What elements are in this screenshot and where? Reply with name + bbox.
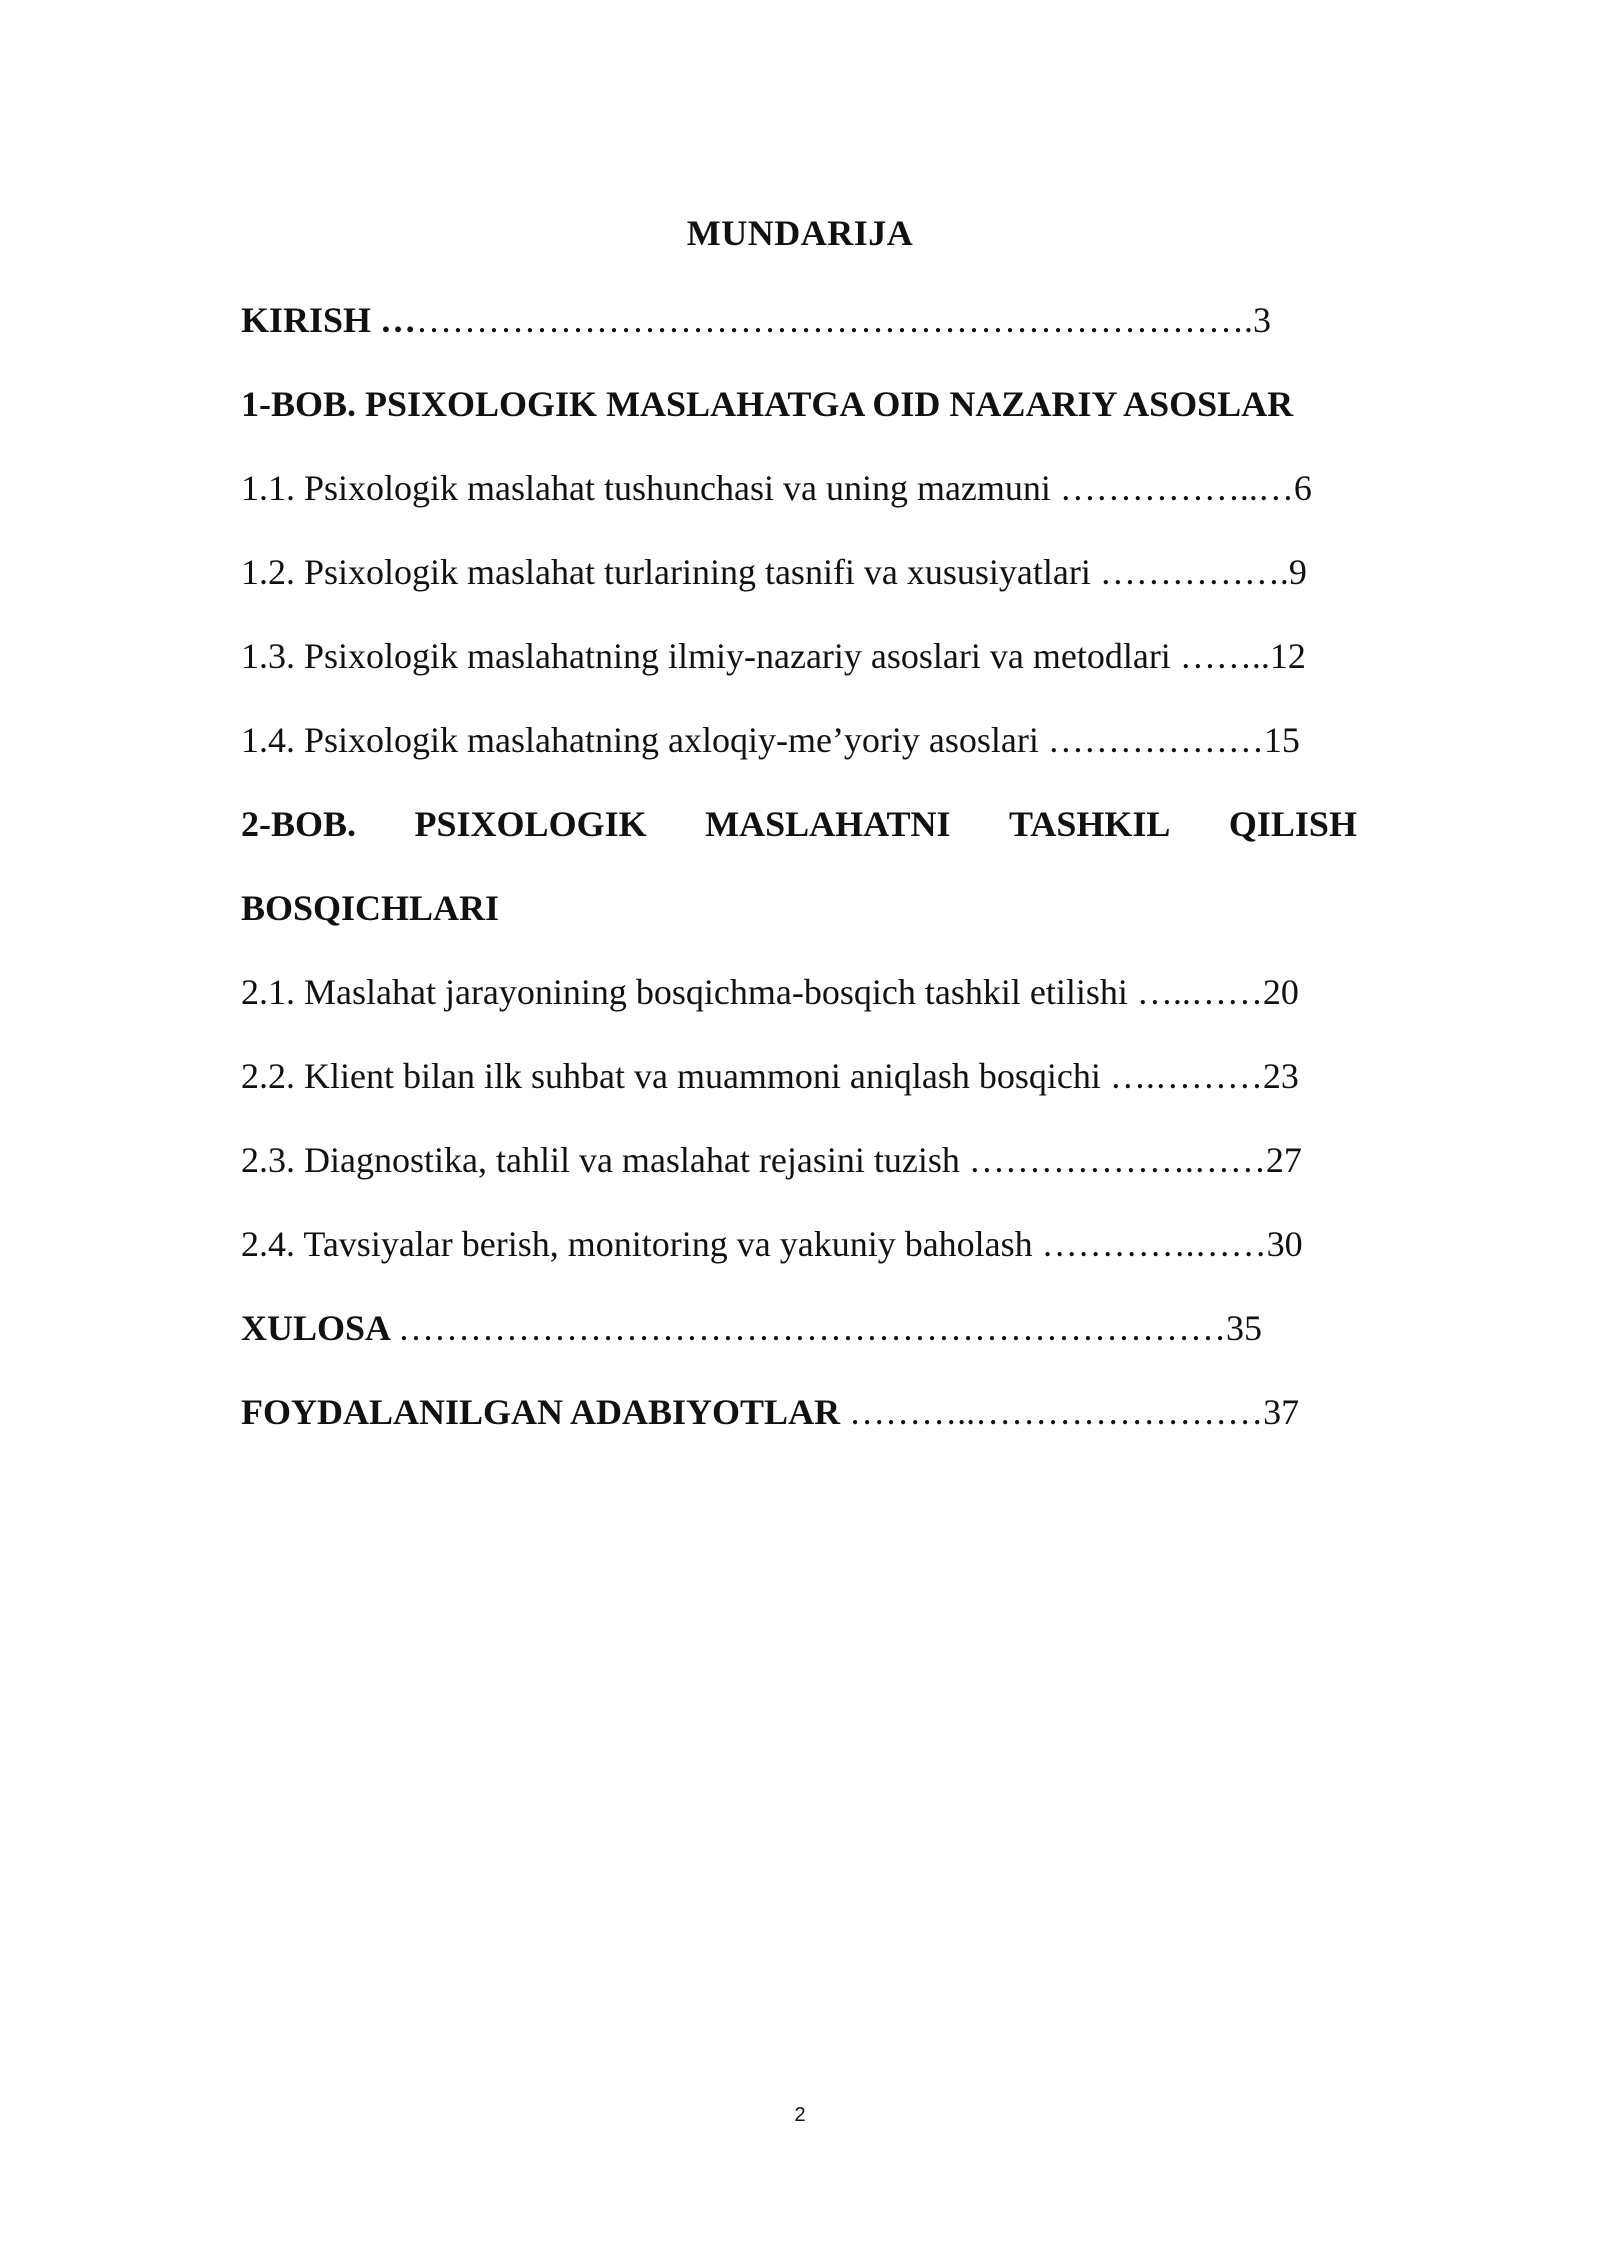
- toc-entry-1-4: [241, 718, 1357, 762]
- toc-entry-2-3: [241, 1138, 1357, 1182]
- toc-entry-label: 2.1. Maslahat jarayonining bosqichma-bosqich tashkil etilishi: [241, 972, 1137, 1012]
- toc-entry-page: 35: [1226, 1308, 1263, 1348]
- toc-entry-leader: ……..: [1179, 636, 1270, 676]
- toc-entry-2-1: [241, 970, 1357, 1014]
- toc-chapter-heading-line: [241, 802, 1357, 846]
- toc-entry-page: 20: [1262, 972, 1299, 1012]
- toc-entry-leader: ….………: [1109, 1056, 1263, 1096]
- toc-entry-label: 2.3. Diagnostika, tahlil va maslahat rejasini tuzish: [241, 1140, 969, 1180]
- toc-entry-1-1: [241, 466, 1357, 510]
- toc-entry-page: 27: [1265, 1140, 1302, 1180]
- page-number: 2: [794, 2104, 806, 2126]
- toc-entry-page: 37: [1263, 1392, 1300, 1432]
- toc-entry-1-2: [241, 550, 1357, 594]
- toc-chapter-label: 1-BOB. PSIXOLOGIK MASLAHATGA OID NAZARIY ASOSLAR: [241, 384, 1294, 424]
- toc-chapter-word: 2-BOB.: [241, 804, 357, 844]
- toc-chapter-1: [241, 382, 1357, 426]
- toc-entry-label: 1.1. Psixologik maslahat tushunchasi va uning mazmuni: [241, 468, 1060, 508]
- toc-entry-kirish: [241, 298, 1357, 342]
- toc-chapter-2-continued: [241, 886, 1357, 930]
- toc-entry-label: FOYDALANILGAN ADABIYOTLAR: [241, 1392, 850, 1432]
- toc-entry-leader: ……………….……: [968, 1140, 1266, 1180]
- toc-entry-leader: ……………..…: [1059, 468, 1294, 508]
- toc-entry-page: .3: [1244, 300, 1272, 340]
- toc-entry-leader: ………….……: [1041, 1224, 1267, 1264]
- toc-entry-leader: ……………………………………………………………: [398, 1308, 1227, 1348]
- toc-entry-1-3: [241, 634, 1357, 678]
- toc-chapter-word: TASHKIL: [1008, 804, 1171, 844]
- toc-entry-page: 30: [1266, 1224, 1303, 1264]
- toc-entry-label: 1.3. Psixologik maslahatning ilmiy-nazariy asoslari va metodlari: [241, 636, 1180, 676]
- toc-entry-leader: …..……: [1136, 972, 1263, 1012]
- toc-entry-label: 1.2. Psixologik maslahat turlarining tasnifi va xususiyatlari: [241, 552, 1100, 592]
- toc-entry-leader: ………..……………………: [849, 1392, 1264, 1432]
- toc-entry-page: 15: [1263, 720, 1300, 760]
- toc-entry-page: 9: [1288, 552, 1307, 592]
- page-title: MUNDARIJA: [686, 213, 914, 253]
- toc-entry-label: 2.2. Klient bilan ilk suhbat va muammoni aniqlash bosqichi: [241, 1056, 1110, 1096]
- toc-chapter-word: MASLAHATNI: [705, 804, 951, 844]
- toc-chapter-word: PSIXOLOGIK: [414, 804, 647, 844]
- toc-entry-leader: …………….: [1099, 552, 1289, 592]
- toc-entry-leader: ………………: [1047, 720, 1264, 760]
- toc-entry-label: 2.4. Tavsiyalar berish, monitoring va yakuniy baholash: [241, 1224, 1042, 1264]
- toc-entry-xulosa: [241, 1306, 1357, 1350]
- toc-chapter-2: [241, 802, 1357, 846]
- toc-chapter-label: BOSQICHLARI: [241, 888, 500, 928]
- toc-entry-label: KIRISH …: [241, 300, 417, 340]
- toc-entry-adabiyotlar: [241, 1390, 1357, 1434]
- toc-entry-2-2: [241, 1054, 1357, 1098]
- toc-entry-page: 6: [1293, 468, 1312, 508]
- toc-entry-leader: ……………………………………………………………: [416, 300, 1245, 340]
- toc-entry-label: XULOSA: [241, 1308, 399, 1348]
- toc-entry-label: 1.4. Psixologik maslahatning axloqiy-me’yoriy asoslari: [241, 720, 1048, 760]
- toc-entry-page: 12: [1269, 636, 1306, 676]
- toc-entry-2-4: [241, 1222, 1357, 1266]
- toc-entry-page: 23: [1262, 1056, 1299, 1096]
- toc-chapter-word: QILISH: [1228, 804, 1357, 844]
